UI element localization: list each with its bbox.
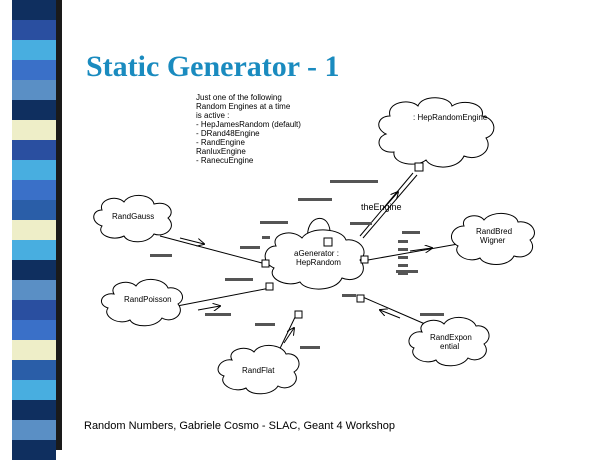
message-label bbox=[225, 278, 253, 281]
message-label bbox=[240, 246, 260, 249]
message-arrow bbox=[198, 306, 220, 310]
sidebar-color-strip bbox=[12, 0, 56, 450]
note-line: is active : bbox=[196, 111, 230, 120]
sidebar-color-block bbox=[12, 420, 56, 440]
note-line: RanluxEngine bbox=[196, 147, 246, 156]
object-port bbox=[361, 256, 368, 263]
message-arrow bbox=[380, 310, 400, 318]
sidebar-color-block bbox=[12, 60, 56, 80]
note-line: Random Engines at a time bbox=[196, 102, 291, 111]
sidebar-color-block bbox=[12, 200, 56, 220]
sidebar-color-block bbox=[12, 380, 56, 400]
message-label bbox=[402, 231, 420, 234]
object-port bbox=[266, 283, 273, 290]
sidebar-color-block bbox=[12, 340, 56, 360]
sidebar-color-block bbox=[12, 120, 56, 140]
sidebar-color-block bbox=[12, 260, 56, 280]
message-label bbox=[398, 256, 408, 259]
object-label: RandExpon bbox=[430, 333, 472, 342]
message-label bbox=[150, 254, 172, 257]
sidebar-color-block bbox=[12, 140, 56, 160]
object-port bbox=[415, 163, 423, 171]
cloud-rand-gauss bbox=[94, 195, 172, 241]
slide-title: Static Generator - 1 bbox=[86, 50, 340, 83]
message-label bbox=[300, 346, 320, 349]
object-label: : HepRandomEngine bbox=[413, 113, 488, 122]
object-port bbox=[324, 238, 332, 246]
object-label: RandGauss bbox=[112, 212, 155, 221]
message-label bbox=[398, 248, 408, 251]
connector-gauss-generator bbox=[160, 236, 262, 263]
sidebar-color-block bbox=[12, 280, 56, 300]
object-port bbox=[357, 295, 364, 302]
sidebar-color-block bbox=[12, 360, 56, 380]
message-label bbox=[342, 294, 356, 297]
message-label bbox=[396, 270, 418, 273]
sidebar-color-block bbox=[12, 440, 56, 460]
cloud-rand-poisson bbox=[101, 279, 182, 325]
note-line: Just one of the following bbox=[196, 93, 282, 102]
decorative-sidebar bbox=[0, 0, 80, 450]
cloud-rand-flat bbox=[218, 345, 299, 393]
object-label: RandBred bbox=[476, 227, 513, 236]
message-label bbox=[398, 264, 408, 267]
object-port bbox=[262, 260, 269, 267]
sidebar-color-block bbox=[12, 0, 56, 20]
sidebar-color-block bbox=[12, 100, 56, 120]
sidebar-color-block bbox=[12, 300, 56, 320]
object-label: ential bbox=[440, 342, 460, 351]
connector-expon-generator bbox=[358, 295, 425, 324]
object-label: HepRandom bbox=[296, 258, 341, 267]
cloud-rand-exponential bbox=[409, 317, 489, 365]
object-label: Wigner bbox=[480, 236, 506, 245]
connector-poisson-generator bbox=[172, 288, 270, 307]
sidebar-color-block bbox=[12, 20, 56, 40]
object-label: aGenerator : bbox=[294, 249, 339, 258]
note-line: - RandEngine bbox=[196, 138, 245, 147]
message-label bbox=[205, 313, 231, 316]
message-label bbox=[260, 221, 288, 224]
sidebar-color-block bbox=[12, 40, 56, 60]
sidebar-color-block bbox=[12, 400, 56, 420]
sidebar-color-block bbox=[12, 160, 56, 180]
the-engine-label: theEngine bbox=[361, 202, 402, 212]
cloud-rand-bred-wigner bbox=[451, 213, 534, 264]
message-label bbox=[330, 180, 378, 183]
message-label bbox=[398, 240, 408, 243]
message-arrow bbox=[180, 238, 204, 244]
note-line: - DRand48Engine bbox=[196, 129, 260, 138]
cloud-generator-hep-random bbox=[262, 230, 368, 318]
sidebar-color-block bbox=[12, 180, 56, 200]
slide-footer: Random Numbers, Gabriele Cosmo - SLAC, Geant 4 Workshop bbox=[84, 420, 395, 432]
sidebar-color-block bbox=[12, 320, 56, 340]
message-label bbox=[255, 323, 275, 326]
connector-wigner-generator bbox=[368, 244, 458, 260]
message-label bbox=[298, 198, 332, 201]
object-label: RandPoisson bbox=[124, 295, 172, 304]
sidebar-color-block bbox=[12, 240, 56, 260]
uml-collaboration-diagram bbox=[80, 88, 540, 410]
message-label bbox=[350, 222, 372, 225]
cloud-hep-random-engine bbox=[379, 98, 494, 171]
note-line: - HepJamesRandom (default) bbox=[196, 120, 301, 129]
object-port bbox=[295, 311, 302, 318]
sidebar-color-block bbox=[12, 80, 56, 100]
sidebar-color-block bbox=[12, 220, 56, 240]
object-label: RandFlat bbox=[242, 366, 275, 375]
note-line: - RanecuEngine bbox=[196, 156, 254, 165]
message-label bbox=[262, 236, 270, 239]
message-label bbox=[420, 313, 444, 316]
